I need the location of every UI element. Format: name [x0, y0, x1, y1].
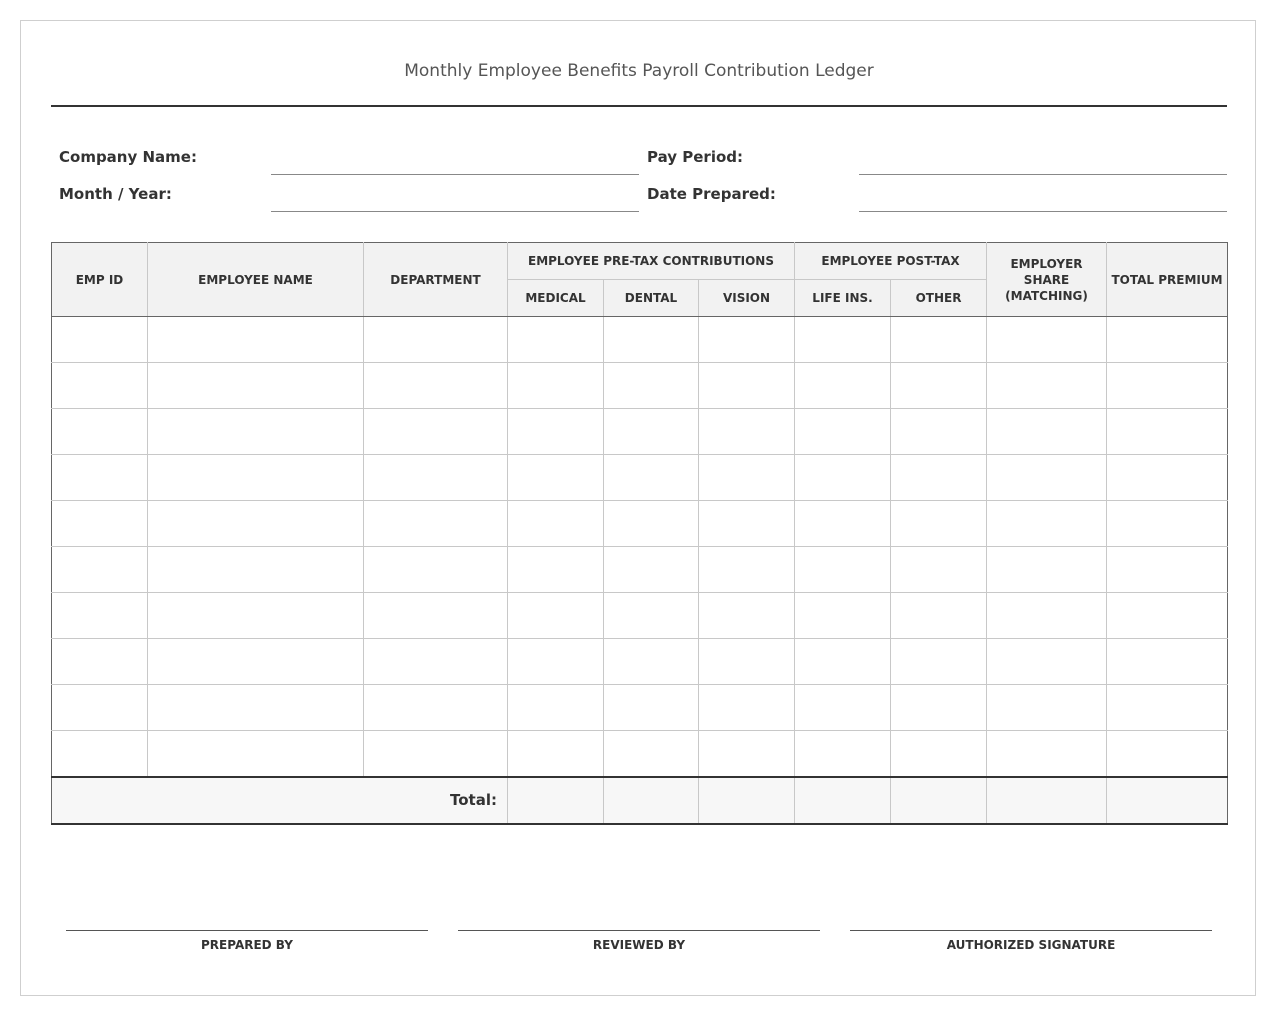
- vision-cell[interactable]: [699, 639, 795, 685]
- other-cell[interactable]: [891, 363, 987, 409]
- dental-cell[interactable]: [604, 547, 699, 593]
- employee-name-cell[interactable]: [148, 363, 364, 409]
- department-cell[interactable]: [364, 363, 508, 409]
- header-medical: MEDICAL: [508, 280, 604, 317]
- total-premium-cell[interactable]: [1107, 593, 1228, 639]
- employer-share-cell[interactable]: [987, 593, 1107, 639]
- medical-cell[interactable]: [508, 363, 604, 409]
- header-employee-name: EMPLOYEE NAME: [148, 243, 364, 317]
- dental-cell[interactable]: [604, 593, 699, 639]
- contribution-ledger-table: [51, 242, 1228, 825]
- dental-cell[interactable]: [604, 455, 699, 501]
- life-ins-cell[interactable]: [795, 547, 891, 593]
- header-life-ins: LIFE INS.: [795, 280, 891, 317]
- other-cell[interactable]: [891, 547, 987, 593]
- department-cell[interactable]: [364, 731, 508, 777]
- vision-cell[interactable]: [699, 731, 795, 777]
- total-premium-cell[interactable]: [1107, 547, 1228, 593]
- employee-name-cell[interactable]: [148, 593, 364, 639]
- employee-name-cell[interactable]: [148, 317, 364, 363]
- header-pre-tax-group: EMPLOYEE PRE-TAX CONTRIBUTIONS: [508, 243, 795, 280]
- life-ins-cell[interactable]: [795, 731, 891, 777]
- life-ins-cell[interactable]: [795, 317, 891, 363]
- vision-cell[interactable]: [699, 685, 795, 731]
- employer-share-cell[interactable]: [987, 501, 1107, 547]
- emp-id-cell[interactable]: [52, 317, 148, 363]
- employer-share-cell[interactable]: [987, 363, 1107, 409]
- medical-cell[interactable]: [508, 639, 604, 685]
- department-cell[interactable]: [364, 685, 508, 731]
- life-ins-cell[interactable]: [795, 639, 891, 685]
- vision-cell[interactable]: [699, 317, 795, 363]
- other-cell[interactable]: [891, 685, 987, 731]
- reviewed-by-line[interactable]: [458, 930, 820, 931]
- prepared-by-label: PREPARED BY: [201, 938, 293, 952]
- employee-name-cell[interactable]: [148, 409, 364, 455]
- total-vision-cell[interactable]: [699, 777, 795, 824]
- totals-row: [52, 777, 1228, 824]
- pay-period-field[interactable]: [859, 174, 1227, 175]
- other-cell[interactable]: [891, 639, 987, 685]
- employer-share-cell[interactable]: [987, 317, 1107, 363]
- employee-name-cell[interactable]: [148, 547, 364, 593]
- month-year-field[interactable]: [271, 211, 639, 212]
- employee-name-cell[interactable]: [148, 455, 364, 501]
- medical-cell[interactable]: [508, 731, 604, 777]
- dental-cell[interactable]: [604, 317, 699, 363]
- vision-cell[interactable]: [699, 547, 795, 593]
- dental-cell[interactable]: [604, 409, 699, 455]
- total-premium-cell[interactable]: [1107, 731, 1228, 777]
- header-vision: VISION: [699, 280, 795, 317]
- total-premium-cell[interactable]: [1107, 685, 1228, 731]
- header-total-premium: TOTAL PREMIUM: [1107, 243, 1228, 317]
- vision-cell[interactable]: [699, 593, 795, 639]
- other-cell[interactable]: [891, 593, 987, 639]
- department-cell[interactable]: [364, 455, 508, 501]
- employer-share-cell[interactable]: [987, 409, 1107, 455]
- life-ins-cell[interactable]: [795, 501, 891, 547]
- vision-cell[interactable]: [699, 501, 795, 547]
- medical-cell[interactable]: [508, 547, 604, 593]
- header-dental: DENTAL: [604, 280, 699, 317]
- department-cell[interactable]: [364, 317, 508, 363]
- total-label: Total:: [52, 777, 508, 824]
- total-premium-cell[interactable]: [1107, 639, 1228, 685]
- life-ins-cell[interactable]: [795, 409, 891, 455]
- employee-name-cell[interactable]: [148, 639, 364, 685]
- header-department: DEPARTMENT: [364, 243, 508, 317]
- authorized-signature-line[interactable]: [850, 930, 1212, 931]
- table-row: [52, 501, 1228, 547]
- total-premium-cell[interactable]: [1107, 363, 1228, 409]
- life-ins-cell[interactable]: [795, 363, 891, 409]
- other-cell[interactable]: [891, 731, 987, 777]
- total-medical-cell[interactable]: [508, 777, 604, 824]
- emp-id-cell[interactable]: [52, 731, 148, 777]
- department-cell[interactable]: [364, 639, 508, 685]
- emp-id-cell[interactable]: [52, 409, 148, 455]
- department-cell[interactable]: [364, 409, 508, 455]
- dental-cell[interactable]: [604, 731, 699, 777]
- table-row: [52, 639, 1228, 685]
- emp-id-cell[interactable]: [52, 685, 148, 731]
- authorized-signature-label: AUTHORIZED SIGNATURE: [946, 938, 1116, 952]
- other-cell[interactable]: [891, 501, 987, 547]
- total-premium-cell[interactable]: [1107, 455, 1228, 501]
- ledger-body: [52, 317, 1228, 777]
- employer-share-cell[interactable]: [987, 639, 1107, 685]
- title-divider: [51, 105, 1227, 107]
- employee-name-cell[interactable]: [148, 731, 364, 777]
- total-life-ins-cell[interactable]: [795, 777, 891, 824]
- medical-cell[interactable]: [508, 685, 604, 731]
- employer-share-cell[interactable]: [987, 731, 1107, 777]
- life-ins-cell[interactable]: [795, 455, 891, 501]
- company-name-label: Company Name:: [59, 148, 197, 166]
- date-prepared-label: Date Prepared:: [647, 185, 776, 203]
- employer-share-cell[interactable]: [987, 455, 1107, 501]
- total-premium-cell[interactable]: [1107, 501, 1228, 547]
- dental-cell[interactable]: [604, 639, 699, 685]
- medical-cell[interactable]: [508, 593, 604, 639]
- header-employer-share: [987, 243, 1107, 317]
- table-row: [52, 455, 1228, 501]
- other-cell[interactable]: [891, 317, 987, 363]
- dental-cell[interactable]: [604, 363, 699, 409]
- table-row: [52, 409, 1228, 455]
- department-cell[interactable]: [364, 593, 508, 639]
- prepared-by-line[interactable]: [66, 930, 428, 931]
- emp-id-cell[interactable]: [52, 455, 148, 501]
- vision-cell[interactable]: [699, 409, 795, 455]
- dental-cell[interactable]: [604, 501, 699, 547]
- date-prepared-field[interactable]: [859, 211, 1227, 212]
- vision-cell[interactable]: [699, 455, 795, 501]
- header-employer-share-line2: (MATCHING): [1005, 288, 1088, 303]
- emp-id-cell[interactable]: [52, 639, 148, 685]
- table-row: [52, 731, 1228, 777]
- emp-id-cell[interactable]: [52, 593, 148, 639]
- department-cell[interactable]: [364, 501, 508, 547]
- pay-period-label: Pay Period:: [647, 148, 743, 166]
- department-cell[interactable]: [364, 547, 508, 593]
- medical-cell[interactable]: [508, 317, 604, 363]
- total-employer-share-cell[interactable]: [987, 777, 1107, 824]
- medical-cell[interactable]: [508, 409, 604, 455]
- ledger-sheet: [20, 20, 1256, 996]
- life-ins-cell[interactable]: [795, 685, 891, 731]
- table-row: [52, 685, 1228, 731]
- total-other-cell[interactable]: [891, 777, 987, 824]
- vision-cell[interactable]: [699, 363, 795, 409]
- header-post-tax-group: EMPLOYEE POST-TAX: [795, 243, 987, 280]
- header-emp-id: EMP ID: [52, 243, 148, 317]
- employer-share-cell[interactable]: [987, 547, 1107, 593]
- company-name-field[interactable]: [271, 174, 639, 175]
- dental-cell[interactable]: [604, 685, 699, 731]
- emp-id-cell[interactable]: [52, 501, 148, 547]
- total-premium-cell[interactable]: [1107, 777, 1228, 824]
- other-cell[interactable]: [891, 455, 987, 501]
- life-ins-cell[interactable]: [795, 593, 891, 639]
- header-employer-share-line1: EMPLOYER SHARE: [1010, 256, 1083, 287]
- document-title: Monthly Employee Benefits Payroll Contribution Ledger: [404, 61, 874, 81]
- employer-share-cell[interactable]: [987, 685, 1107, 731]
- medical-cell[interactable]: [508, 455, 604, 501]
- total-premium-cell[interactable]: [1107, 409, 1228, 455]
- employee-name-cell[interactable]: [148, 685, 364, 731]
- employee-name-cell[interactable]: [148, 501, 364, 547]
- other-cell[interactable]: [891, 409, 987, 455]
- emp-id-cell[interactable]: [52, 547, 148, 593]
- emp-id-cell[interactable]: [52, 363, 148, 409]
- table-row: [52, 547, 1228, 593]
- month-year-label: Month / Year:: [59, 185, 172, 203]
- total-dental-cell[interactable]: [604, 777, 699, 824]
- table-row: [52, 363, 1228, 409]
- medical-cell[interactable]: [508, 501, 604, 547]
- reviewed-by-label: REVIEWED BY: [592, 938, 686, 952]
- table-row: [52, 317, 1228, 363]
- table-row: [52, 593, 1228, 639]
- header-other: OTHER: [891, 280, 987, 317]
- total-premium-cell[interactable]: [1107, 317, 1228, 363]
